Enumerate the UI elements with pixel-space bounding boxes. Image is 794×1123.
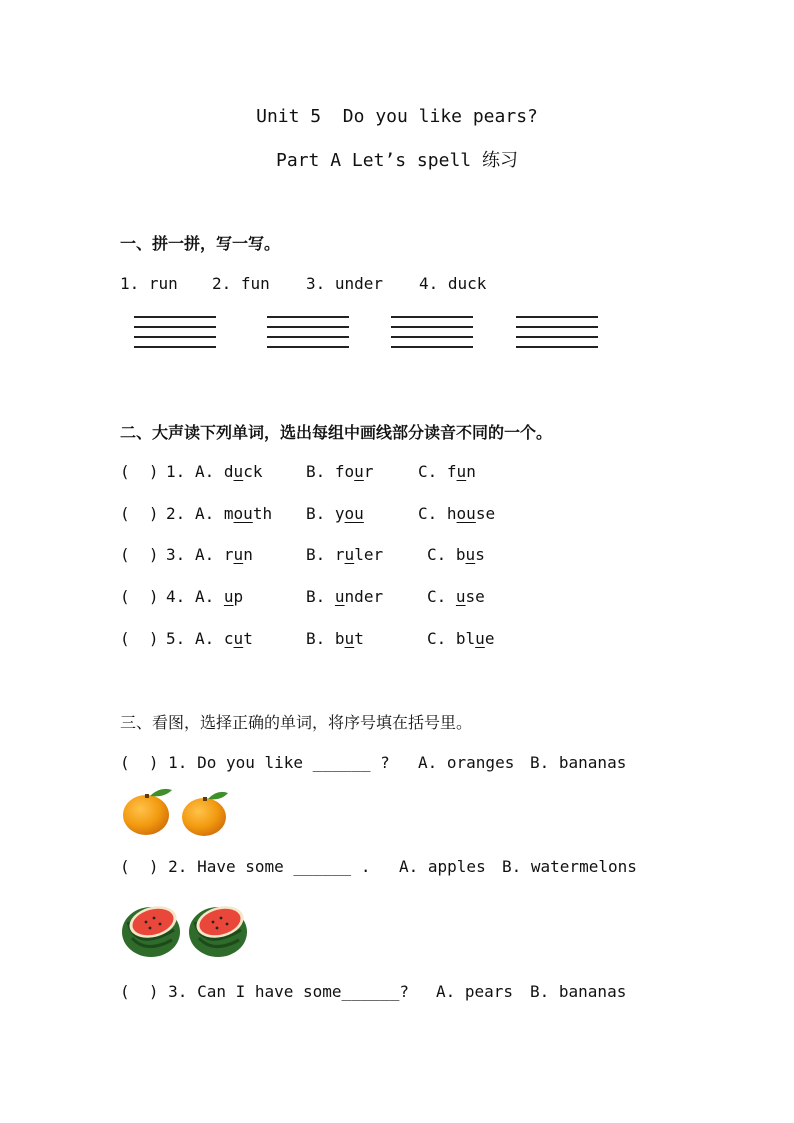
answer-bracket[interactable]: ( ) bbox=[120, 587, 159, 606]
option-word: fun bbox=[446, 462, 476, 481]
underlined-letters: u bbox=[344, 545, 355, 564]
question-2-option-b: B. watermelons bbox=[502, 857, 637, 876]
underlined-letters: u bbox=[455, 587, 466, 606]
orange-icon bbox=[123, 795, 169, 835]
question-1-option-a: A. oranges bbox=[418, 753, 515, 772]
option-c bbox=[427, 629, 494, 648]
question-1-text: ( ) 1. Do you like ______ ? bbox=[120, 753, 390, 772]
section1-word-2: 2. fun bbox=[212, 274, 270, 293]
option-label: A. bbox=[195, 587, 215, 606]
question-number: 3. bbox=[166, 545, 186, 564]
option-word: mouth bbox=[223, 504, 273, 523]
answer-bracket[interactable]: ( ) bbox=[120, 462, 159, 481]
section2-heading: 二、大声读下列单词，选出每组中画线部分读音不同的一个。 bbox=[120, 423, 553, 442]
underlined-letters: u bbox=[344, 629, 355, 648]
question-3-option-a: A. pears bbox=[436, 982, 514, 1001]
page-subtitle: Part A Let’s spell 练习 bbox=[276, 150, 518, 171]
writing-lines-3[interactable] bbox=[391, 316, 473, 356]
underlined-letters: u bbox=[465, 545, 476, 564]
page-title: Unit 5 Do you like pears? bbox=[256, 106, 538, 127]
option-word: four bbox=[334, 462, 374, 481]
option-word: ruler bbox=[334, 545, 384, 564]
underlined-letters: u bbox=[475, 629, 485, 648]
option-word: under bbox=[334, 587, 384, 606]
option-a bbox=[195, 504, 272, 523]
underlined-letters: ou bbox=[344, 504, 364, 523]
question-3-text: ( ) 3. Can I have some______? bbox=[120, 982, 409, 1001]
writing-lines-4[interactable] bbox=[516, 316, 598, 356]
option-label: A. bbox=[195, 545, 215, 564]
question-2-text: ( ) 2. Have some ______ . bbox=[120, 857, 371, 876]
underlined-letters: u bbox=[456, 462, 467, 481]
question-number: 1. bbox=[166, 462, 186, 481]
option-b bbox=[306, 629, 364, 648]
orange-icon bbox=[182, 798, 226, 836]
question-number: 2. bbox=[166, 504, 186, 523]
option-b bbox=[306, 462, 373, 481]
section1-word-4: 4. duck bbox=[419, 274, 487, 293]
option-a bbox=[195, 587, 243, 606]
option-word: use bbox=[455, 587, 485, 606]
option-c bbox=[418, 504, 495, 523]
option-label: B. bbox=[306, 504, 326, 523]
oranges-image bbox=[120, 786, 232, 838]
option-label: C. bbox=[418, 462, 438, 481]
option-a bbox=[195, 629, 253, 648]
option-word: you bbox=[334, 504, 364, 523]
option-b bbox=[306, 504, 364, 523]
option-label: B. bbox=[306, 462, 326, 481]
option-label: B. bbox=[306, 629, 326, 648]
question-number: 5. bbox=[166, 629, 186, 648]
underlined-letters: u bbox=[233, 629, 244, 648]
option-label: A. bbox=[195, 629, 215, 648]
answer-bracket[interactable]: ( ) bbox=[120, 629, 159, 648]
underlined-letters: ou bbox=[456, 504, 476, 523]
option-label: C. bbox=[427, 587, 447, 606]
option-label: A. bbox=[195, 462, 215, 481]
section1-word-1: 1. run bbox=[120, 274, 178, 293]
option-a bbox=[195, 462, 262, 481]
option-word: up bbox=[223, 587, 244, 606]
option-word: run bbox=[223, 545, 253, 564]
underlined-letters: u bbox=[354, 462, 364, 481]
watermelons-image bbox=[120, 900, 250, 960]
option-c bbox=[418, 462, 476, 481]
underlined-letters: u bbox=[233, 545, 244, 564]
underlined-letters: u bbox=[334, 587, 345, 606]
section1-word-3: 3. under bbox=[306, 274, 384, 293]
option-label: B. bbox=[306, 545, 326, 564]
watermelon-icon bbox=[122, 901, 180, 957]
answer-bracket[interactable]: ( ) bbox=[120, 504, 159, 523]
option-label: C. bbox=[418, 504, 438, 523]
writing-lines-2[interactable] bbox=[267, 316, 349, 356]
option-b bbox=[306, 587, 383, 606]
question-3-option-b: B. bananas bbox=[530, 982, 627, 1001]
option-label: C. bbox=[427, 545, 447, 564]
underlined-letters: ou bbox=[233, 504, 253, 523]
option-label: C. bbox=[427, 629, 447, 648]
question-2-option-a: A. apples bbox=[399, 857, 486, 876]
question-number: 4. bbox=[166, 587, 186, 606]
section1-heading: 一、拼一拼，写一写。 bbox=[120, 234, 281, 253]
option-label: B. bbox=[306, 587, 326, 606]
option-c bbox=[427, 545, 485, 564]
option-word: house bbox=[446, 504, 496, 523]
section3-heading: 三、看图，选择正确的单词，将序号填在括号里。 bbox=[120, 713, 473, 732]
underlined-letters: u bbox=[233, 462, 244, 481]
watermelon-icon bbox=[189, 901, 247, 957]
option-label: A. bbox=[195, 504, 215, 523]
option-word: duck bbox=[223, 462, 263, 481]
option-word: bus bbox=[455, 545, 485, 564]
option-word: blue bbox=[455, 629, 495, 648]
question-1-option-b: B. bananas bbox=[530, 753, 627, 772]
option-c bbox=[427, 587, 485, 606]
option-word: but bbox=[334, 629, 364, 648]
writing-lines-1[interactable] bbox=[134, 316, 216, 356]
option-word: cut bbox=[223, 629, 253, 648]
option-b bbox=[306, 545, 383, 564]
option-a bbox=[195, 545, 253, 564]
answer-bracket[interactable]: ( ) bbox=[120, 545, 159, 564]
underlined-letters: u bbox=[223, 587, 234, 606]
